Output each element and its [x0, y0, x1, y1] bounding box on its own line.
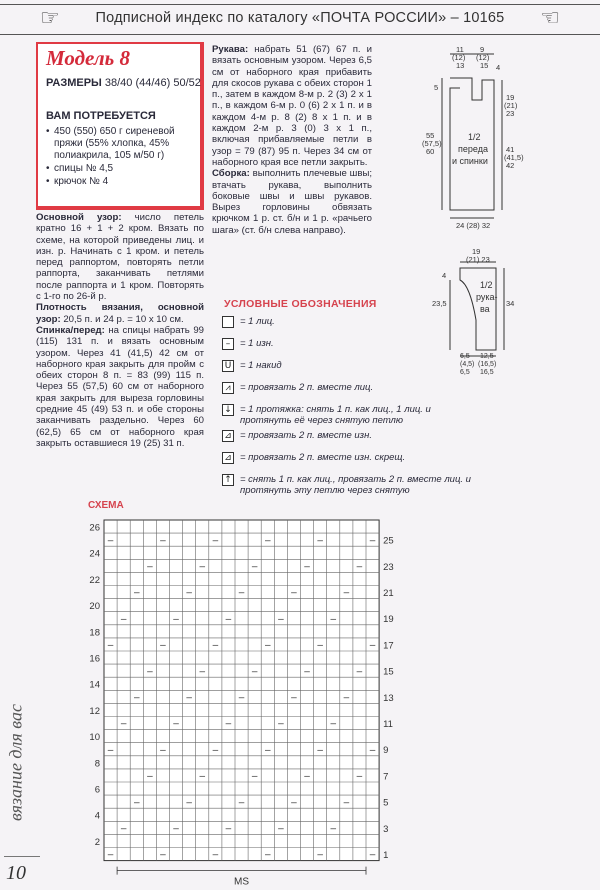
chart-symbol: –	[317, 535, 323, 547]
paragraph-text: 20,5 п. и 24 р. = 10 х 10 см.	[60, 313, 184, 325]
chart-symbol: –	[133, 797, 140, 809]
sleeve-top-2: (21) 23	[466, 255, 490, 264]
chart-row-number: 8	[94, 758, 100, 770]
chart-symbol: –	[107, 744, 114, 756]
chart-symbol: –	[120, 823, 127, 835]
pointing-hand-icon: ☜	[540, 6, 560, 31]
chart-symbol: –	[369, 849, 376, 861]
sleeve-bottom-left-3: 6,5	[460, 369, 470, 376]
paragraph-text: набрать 51 (67) 67 п. и вязать основным узором. Через 6,5 см от наборного края прибавить для скосов рукава с обеих сторон 1 п., затем в каждом 8-м р. 2 (3) 2 х 1 п., в каждом 6-м р. 0 (6) 2 х 1 п. и в каждом 4-м р. 8 (2) 8 х 1 п. и в каждом 2-м р. 3 (0) 3 х 1 п., включая прибавляемые петли в узор = 79 (87) 95 п. Через 34 см от наборного края все петли закрыть.	[212, 44, 372, 168]
chart-row-number: 10	[89, 732, 100, 744]
chart-symbol: –	[369, 535, 376, 547]
chart-symbol: –	[160, 744, 166, 756]
knit-symbol-icon	[222, 316, 234, 328]
dim-top-left-1: 11	[456, 45, 464, 54]
dim-right-mid-3: 23	[506, 109, 515, 118]
legend-text: = провязать 2 п. вместе изн. скрещ.	[240, 452, 406, 463]
chart-symbol: –	[330, 613, 337, 625]
chart-symbol: –	[304, 561, 310, 573]
p2tog-symbol-icon: ⊿	[222, 430, 234, 442]
chart-row-number: 7	[383, 771, 389, 783]
chart-symbol: –	[160, 640, 166, 652]
paragraph-text: выполнить плечевые швы; втачать рукава, выполнить боковые швы и швы рукавов. Вырез горловины обвязать крючком 1 р. ст. б/н и 1 р. «рачьего шага» (ст. б/н слева направо).	[212, 168, 372, 236]
materials-list	[46, 126, 202, 189]
legend-item	[222, 380, 482, 402]
chart-symbol: –	[225, 613, 232, 625]
body-pattern-diagram	[420, 40, 524, 230]
chart-symbol: –	[173, 823, 179, 835]
legend-item	[222, 358, 482, 380]
paragraph	[36, 212, 204, 302]
chart-symbol: –	[356, 771, 363, 783]
chart-symbol: –	[304, 771, 310, 783]
page-number: 10	[6, 862, 26, 884]
chart-row-number: 17	[383, 640, 394, 652]
chart-symbol: –	[291, 692, 297, 704]
chart-symbol: –	[107, 535, 114, 547]
chart-symbol: –	[133, 587, 140, 599]
magazine-name	[5, 660, 26, 860]
chart-symbol: –	[264, 744, 271, 756]
chart-row-number: 6	[94, 784, 100, 796]
sleeve-bottom-right-2: (16,5)	[478, 361, 497, 368]
paragraph-text: на спицы набрать 99 (115) 131 п. и вязать основным узором. Через 41 (41,5) 42 см от наборного края закрыть для пройм с обеих сторон 8 п. = 83 (99) 115 п. Через 55 (57,5) 60 см от наборного края закрыть для выреза горловины средние 45 (49) 53 п. и обе стороны заканчивать раздельно. Через 60 (62,5) 65 см от наборного края закрыть оставшиеся 19 (25) 31 п.	[36, 324, 204, 449]
chart-symbol: –	[186, 587, 192, 599]
chart-symbol: –	[120, 613, 127, 625]
chart-repeat-label: MS	[234, 876, 250, 888]
paragraph-label: Плотность вязания, основной узор:	[36, 302, 204, 325]
chart-title: СХЕМА	[88, 500, 124, 511]
legend-text: = 1 изн.	[240, 338, 274, 349]
legend-title: УСЛОВНЫЕ ОБОЗНАЧЕНИЯ	[224, 298, 377, 310]
chart-symbol: –	[356, 561, 363, 573]
legend-text: = провязать 2 п. вместе лиц.	[240, 382, 374, 393]
chart-symbol: –	[225, 718, 232, 730]
dim-right-total-3: 42	[506, 161, 515, 170]
chart-row-number: 23	[383, 561, 394, 573]
dim-left-total-3: 60	[426, 147, 435, 156]
chart-symbol: –	[173, 613, 179, 625]
chart-symbol: –	[343, 797, 350, 809]
chart-symbol: –	[212, 849, 219, 861]
chart-symbol: –	[317, 744, 323, 756]
dim-top-right-1: 9	[480, 45, 485, 54]
chart-symbol: –	[291, 797, 297, 809]
chart-row-number: 2	[94, 836, 100, 848]
sleeve-label-2: рука-	[476, 292, 498, 302]
dim-left-total-2: (57,5)	[422, 139, 442, 148]
paragraph	[212, 168, 372, 236]
p2tog-tbl-symbol-icon: ⊿	[222, 452, 234, 464]
chart-symbol: –	[107, 849, 114, 861]
chart-symbol: –	[186, 797, 192, 809]
chart-symbol: –	[212, 744, 219, 756]
sizes-value: 38/40 (44/46) 50/52	[104, 77, 201, 89]
chart-symbol: –	[120, 718, 127, 730]
instructions-column-2	[212, 44, 372, 236]
chart-symbol: –	[160, 849, 166, 861]
paragraph	[36, 325, 204, 449]
legend-text: = снять 1 п. как лиц., провязать 2 п. вместе лиц. и протянуть эту петлю через снятую	[240, 474, 471, 496]
dim-right-mid-2: (21)	[504, 101, 518, 110]
sleeve-left: 23,5	[432, 299, 447, 308]
chart-symbol: –	[317, 849, 323, 861]
paragraph-text: число петель кратно 16 + 1 + 2 кром. Вязать по схеме, на которой приведены лиц. и изн. р. Начинать с 1 кром. и петель перед раппортом, повторять петли раппорта, заканчивать петлями после раппорта и 1 кром. Повторять с 1-го по 26-й р.	[36, 212, 204, 303]
legend-item	[222, 336, 482, 358]
chart-symbol: –	[330, 718, 337, 730]
legend-item	[222, 402, 482, 428]
chart-symbol: –	[264, 849, 271, 861]
chart-symbol: –	[199, 666, 206, 678]
chart-row-number: 25	[383, 535, 394, 547]
paragraph-label: Рукава:	[212, 44, 249, 55]
model-box	[36, 42, 204, 210]
sleeve-bottom-right-1: 12,5	[480, 353, 494, 360]
chart-row-number: 1	[383, 849, 389, 861]
chart-row-number: 21	[383, 587, 394, 599]
k2tog-symbol-icon: ⩘	[222, 382, 234, 394]
sleeve-bottom-left-1: 6,5	[460, 353, 470, 360]
materials-item: • крючок № 4	[46, 176, 202, 188]
dim-bottom: 24 (28) 32	[456, 221, 491, 230]
legend-text: = 1 лиц.	[240, 316, 275, 327]
dim-armhole: 5	[434, 83, 439, 92]
sleeve-label-3: ва	[480, 304, 490, 314]
legend-item	[222, 472, 482, 498]
chart-row-number: 14	[89, 679, 100, 691]
chart-row-number: 12	[89, 705, 100, 717]
chart-symbol: –	[278, 823, 284, 835]
chart-symbol: –	[147, 561, 153, 573]
chart-symbol: –	[343, 587, 350, 599]
dim-top-right-2: (12)	[476, 53, 490, 62]
paragraph-label: Основной узор:	[36, 212, 122, 223]
chart-symbol: –	[369, 744, 376, 756]
chart-row-number: 4	[94, 810, 100, 822]
chart-symbol: –	[225, 823, 232, 835]
legend-text: = 1 протяжка: снять 1 п. как лиц., 1 лиц. и протянуть её через снятую петлю	[240, 404, 431, 426]
legend-text: = 1 накид	[240, 360, 282, 371]
chart-row-number: 9	[383, 745, 389, 757]
pointing-hand-icon: ☞	[40, 6, 60, 31]
chart-symbol: –	[238, 692, 245, 704]
chart-symbol: –	[278, 718, 284, 730]
chart-symbol: –	[212, 535, 219, 547]
chart-row-number: 19	[383, 614, 394, 626]
chart-symbol: –	[369, 640, 376, 652]
materials-item: • спицы № 4,5	[46, 163, 202, 175]
dim-top-left-2: (12)	[452, 53, 466, 62]
chart-symbol: –	[330, 823, 337, 835]
materials-item: • 450 (550) 650 г сиреневой пряжи (55% хлопка, 45% полиакрила, 105 м/50 г)	[46, 126, 202, 162]
paragraph-label: Сборка:	[212, 168, 250, 180]
dim-right-mid-1: 19	[506, 93, 515, 102]
chart-symbol: –	[107, 640, 114, 652]
chart-symbol: –	[251, 561, 258, 573]
chart-symbol: –	[304, 666, 310, 678]
chart-symbol: –	[212, 640, 219, 652]
chart-row-number: 22	[89, 574, 100, 586]
dim-top-right-3: 15	[480, 61, 489, 70]
chart-row-number: 16	[89, 653, 100, 665]
chart-symbol: –	[251, 771, 258, 783]
sleeve-top-1: 19	[472, 247, 481, 256]
dim-top-left-3: 13	[456, 61, 465, 70]
body-label-2: переда	[458, 144, 488, 154]
sleeve-cap: 4	[442, 271, 447, 280]
chart-symbol: –	[278, 613, 284, 625]
chart-symbol: –	[186, 692, 192, 704]
chart-symbol: –	[264, 640, 271, 652]
body-label-3: и спинки	[452, 156, 488, 166]
chart-row-number: 18	[89, 627, 100, 639]
sizes	[46, 76, 202, 90]
sleeve-bottom-left-2: (4,5)	[460, 361, 475, 368]
paragraph	[36, 302, 204, 325]
dim-right-total-1: 41	[506, 145, 515, 154]
yarn-over-symbol-icon: U	[222, 360, 234, 372]
chart-symbol: –	[199, 561, 206, 573]
legend-item	[222, 428, 482, 450]
chart-symbol: –	[160, 535, 166, 547]
chart-symbol: –	[147, 771, 153, 783]
sleeve-bottom-right-3: 16,5	[480, 369, 494, 376]
sleeve-right: 34	[506, 299, 515, 308]
sizes-label: РАЗМЕРЫ	[46, 77, 102, 89]
chart-row-number: 13	[383, 692, 394, 704]
chart-symbol: –	[317, 640, 323, 652]
dim-left-total-1: 55	[426, 131, 435, 140]
chart-row-number: 11	[383, 718, 393, 730]
purl-symbol-icon: –	[222, 338, 234, 350]
dim-right-top: 4	[496, 63, 501, 72]
legend	[222, 314, 482, 498]
chart-row-number: 3	[383, 823, 389, 835]
chart-row-number: 15	[383, 666, 394, 678]
chart-symbol: –	[238, 797, 245, 809]
chart-symbol: –	[238, 587, 245, 599]
instructions-column-1	[36, 212, 204, 449]
legend-item	[222, 314, 482, 336]
header-rule-bottom	[0, 34, 600, 35]
chart-row-number: 20	[89, 601, 100, 613]
chart-symbol: –	[343, 692, 350, 704]
chart-row-number: 5	[383, 797, 389, 809]
chart-symbol: –	[133, 692, 140, 704]
chart-symbol: –	[291, 587, 297, 599]
materials-title: ВАМ ПОТРЕБУЕТСЯ	[46, 110, 156, 122]
chart-symbol: –	[173, 718, 179, 730]
page-rule	[4, 856, 40, 857]
chart-row-number: 24	[89, 548, 100, 560]
chart-symbol: –	[264, 535, 271, 547]
legend-text: = провязать 2 п. вместе изн.	[240, 430, 372, 441]
page-header	[0, 0, 600, 40]
chart-symbol: –	[356, 666, 363, 678]
chart-symbol: –	[199, 771, 206, 783]
legend-item	[222, 450, 482, 472]
dim-right-total-2: (41,5)	[504, 153, 524, 162]
paragraph	[212, 44, 372, 168]
sk2p-symbol-icon: ↑	[222, 474, 234, 486]
header-text: Подписной индекс по каталогу «ПОЧТА РОССИИ» – 10165	[95, 10, 505, 26]
chart-row-number: 26	[89, 522, 100, 534]
model-title: Модель 8	[46, 46, 130, 70]
knitting-chart	[80, 512, 520, 888]
header-rule-top	[0, 4, 600, 5]
chart-symbol: –	[251, 666, 258, 678]
chart-symbol: –	[147, 666, 153, 678]
body-label-1: 1/2	[468, 132, 481, 142]
paragraph-label: Спинка/перед:	[36, 324, 105, 336]
sleeve-label-1: 1/2	[480, 280, 493, 290]
ssk-symbol-icon: ↓	[222, 404, 234, 416]
magazine-name-text: вязание для вас	[5, 704, 26, 821]
